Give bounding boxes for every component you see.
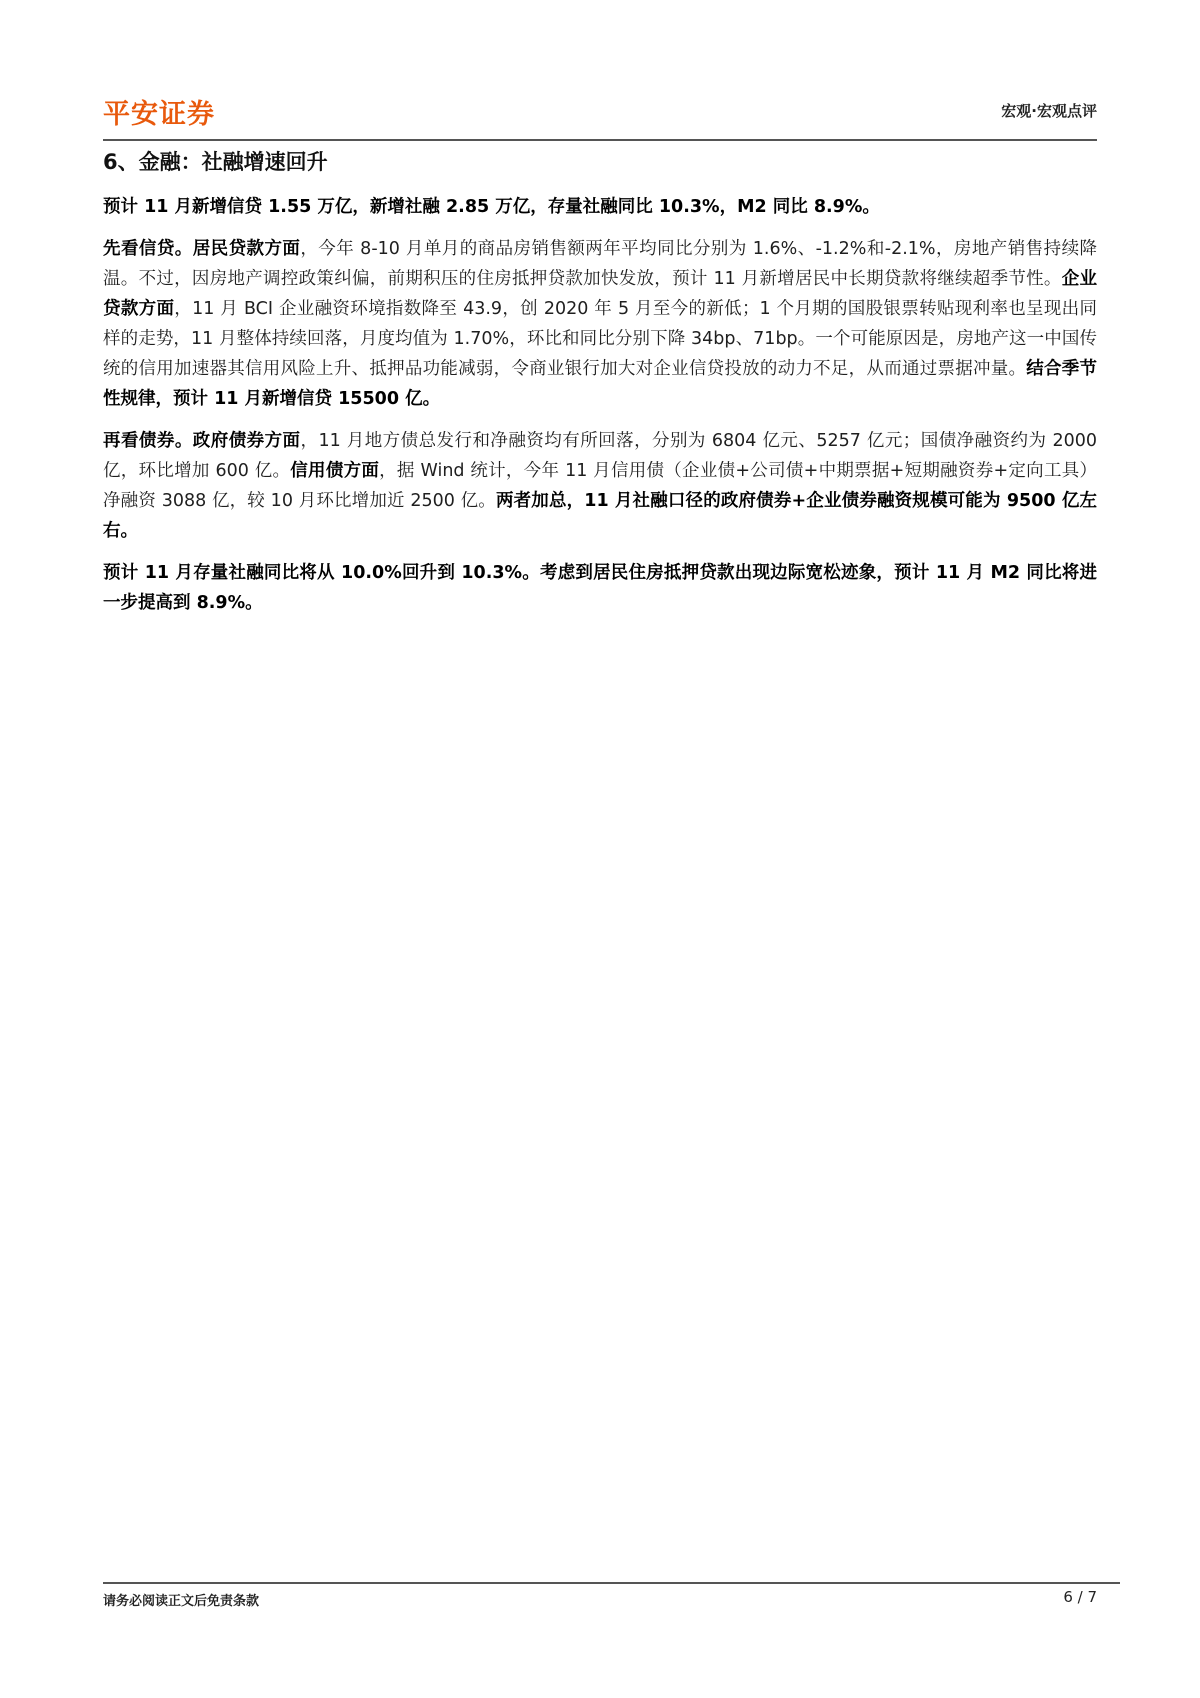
footer-disclaimer: 请务必阅读正文后免责条款: [103, 1594, 260, 1609]
company-logo: 平安证券: [103, 99, 215, 130]
report-category: 宏观·宏观点评: [1001, 102, 1097, 120]
credit-bonds-label: 信用债方面: [290, 461, 380, 481]
body-content: [103, 192, 1097, 630]
government-bonds-text: ，11 月地方债总发行和净融资均有所回落，分别为 6804 亿元、5257 亿元；国债净融资约为 2000 亿，环比增加 600 亿。: [103, 431, 1098, 481]
household-loans-label: 居民贷款方面: [192, 239, 301, 259]
footer-divider: [103, 1582, 1120, 1584]
bonds-heading: 再看债券。: [103, 431, 193, 451]
summary-text: 预计 11 月新增信贷 1.55 万亿，新增社融 2.85 万亿，存量社融同比 10.3%，M2 同比 8.9%。: [103, 197, 880, 217]
page-number: 6 / 7: [1063, 1588, 1097, 1606]
page-header: [103, 92, 1097, 140]
header-divider: [103, 139, 1097, 141]
paragraph-credit: [103, 234, 1097, 414]
paragraph-outlook: [103, 558, 1097, 618]
paragraph-summary: [103, 192, 1097, 222]
government-bonds-label: 政府债券方面: [192, 431, 301, 451]
paragraph-bonds: [103, 426, 1097, 546]
bonds-conclusion: 两者加总，11 月社融口径的政府债券+企业债券融资规模可能为 9500 亿左右。: [103, 491, 1098, 541]
credit-bonds-text: ，据 Wind 统计，今年 11 月信用债（企业债+公司债+中期票据+短期融资券+定向工具）净融资 3088 亿，较 10 月环比增加近 2500 亿。: [103, 461, 1098, 511]
section-title: 6、金融：社融增速回升: [103, 150, 328, 174]
credit-heading: 先看信贷。: [103, 239, 193, 259]
corporate-loans-label: 企业贷款方面: [103, 269, 1098, 319]
credit-conclusion: 结合季节性规律，预计 11 月新增信贷 15500 亿。: [103, 359, 1097, 409]
outlook-text: 预计 11 月存量社融同比将从 10.0%回升到 10.3%。考虑到居民住房抵押贷款出现边际宽松迹象，预计 11 月 M2 同比将进一步提高到 8.9%。: [103, 563, 1097, 613]
household-loans-text: ，今年 8-10 月单月的商品房销售额两年平均同比分别为 1.6%、-1.2%和-2.1%，房地产销售持续降温。不过，因房地产调控政策纠偏，前期积压的住房抵押贷款加快发放，预计 11 月新增居民中长期贷款将继续超季节性。: [103, 239, 1098, 289]
corporate-loans-text: ，11 月 BCI 企业融资环境指数降至 43.9，创 2020 年 5 月至今的新低；1 个月期的国股银票转贴现利率也呈现出同样的走势，11 月整体持续回落，月度均值为 1.70%，环比和同比分别下降 34bp、71bp。一个可能原因是，房地产这一中国传统的信用加速器其信用风险上升、抵押品功能减弱，令商业银行加大对企业信贷投放的动力不足，从而通过票据冲量。: [103, 299, 1097, 379]
